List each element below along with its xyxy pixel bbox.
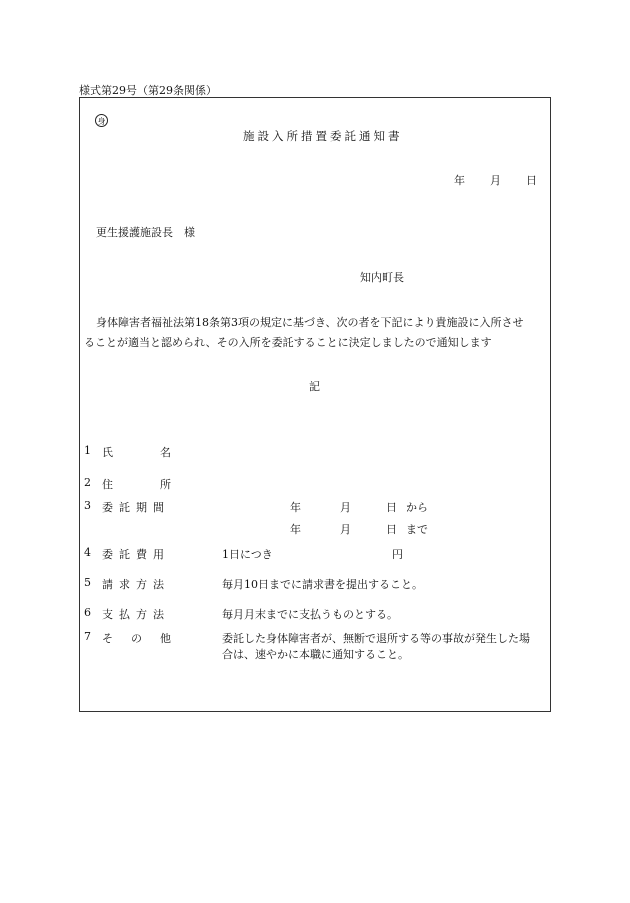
- period-from-suffix: から: [406, 501, 428, 514]
- document-title: 施設入所措置委託通知書: [243, 129, 403, 143]
- date-year: 年: [454, 174, 465, 187]
- item-6-value: 毎月月末までに支払うものとする。: [222, 608, 398, 621]
- ki-heading: 記: [309, 380, 320, 393]
- item-7-value-line-2: 合は、速やかに本職に通知すること。: [222, 648, 409, 661]
- item-4-unit: 円: [392, 548, 403, 561]
- item-7-label: その他: [102, 632, 189, 645]
- item-3-label: 委託期間: [102, 501, 170, 514]
- item-6-label: 支払方法: [102, 608, 170, 621]
- item-2-label-a: 住: [102, 478, 113, 491]
- item-1-label-b: 名: [160, 446, 171, 459]
- item-7-number: 7: [84, 630, 91, 643]
- period-to-year: 年: [290, 523, 301, 536]
- item-2-number: 2: [84, 476, 91, 489]
- period-from-month: 月: [340, 501, 351, 514]
- item-5-value: 毎月10日までに請求書を提出すること。: [222, 578, 423, 591]
- period-to-suffix: まで: [406, 523, 428, 536]
- item-3-number: 3: [84, 499, 91, 512]
- date-day: 日: [526, 174, 537, 187]
- body-line-2: ることが適当と認められ、その入所を委託することに決定しましたので通知します: [84, 336, 492, 349]
- item-2-label-b: 所: [160, 478, 171, 491]
- period-from-year: 年: [290, 501, 301, 514]
- item-6-number: 6: [84, 606, 91, 619]
- period-to-month: 月: [340, 523, 351, 536]
- addressee: 更生援護施設長 様: [96, 226, 195, 239]
- issuer: 知内町長: [360, 271, 404, 284]
- item-5-number: 5: [84, 576, 91, 589]
- body-line-1: 身体障害者福祉法第18条第3項の規定に基づき、次の者を下記により貴施設に入所させ: [96, 316, 524, 329]
- item-1-label-a: 氏: [102, 446, 113, 459]
- item-4-value: 1日につき: [222, 548, 273, 561]
- form-number: 様式第29号（第29条関係）: [79, 84, 217, 97]
- item-4-number: 4: [84, 546, 91, 559]
- date-month: 月: [490, 174, 501, 187]
- mark-stamp: 身: [95, 114, 108, 127]
- period-from-day: 日: [386, 501, 397, 514]
- period-to-day: 日: [386, 523, 397, 536]
- item-1-number: 1: [84, 444, 91, 457]
- item-5-label: 請求方法: [102, 578, 170, 591]
- item-4-label: 委託費用: [102, 548, 170, 561]
- item-7-value-line-1: 委託した身体障害者が、無断で退所する等の事故が発生した場: [222, 632, 530, 645]
